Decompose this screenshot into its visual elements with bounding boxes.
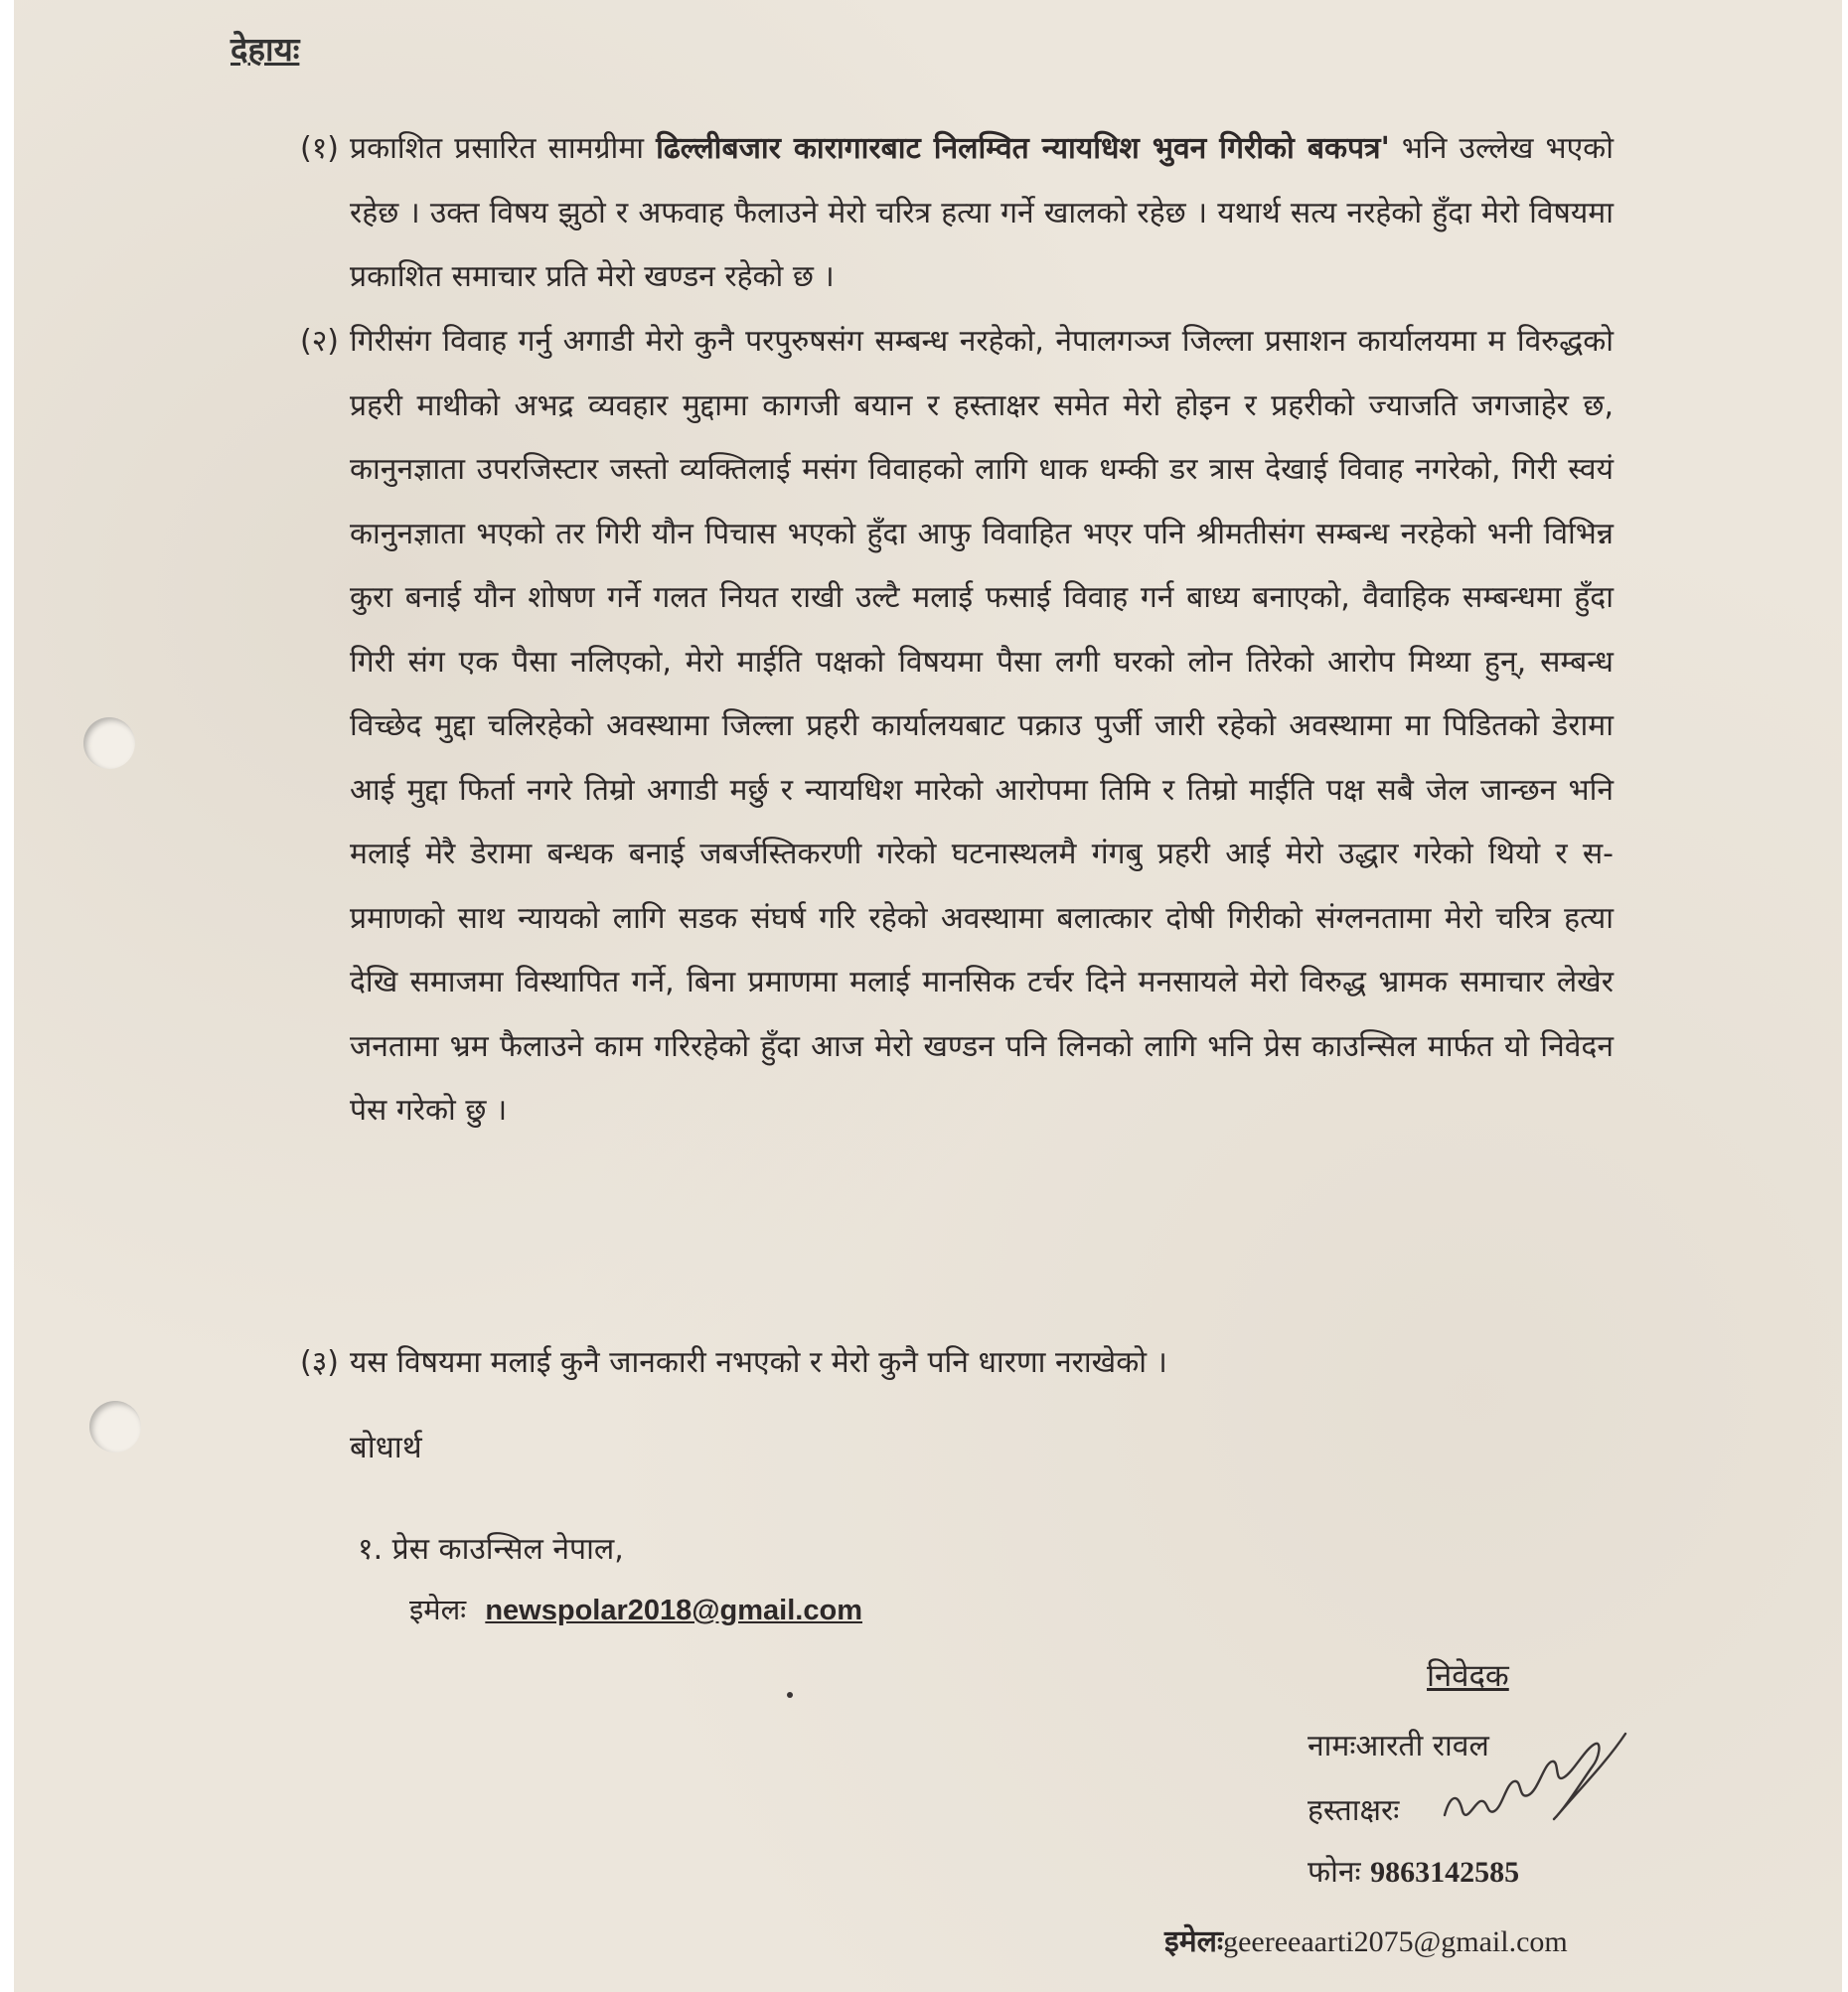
applicant-phone <box>1308 1850 1519 1891</box>
copy-recipient: १. प्रेस काउन्सिल नेपाल, <box>358 1532 624 1567</box>
applicant-email <box>1164 1919 1568 1960</box>
point-number-1 <box>300 117 339 182</box>
copy-email-label: इमेलः <box>409 1593 467 1626</box>
applicant-email-link[interactable]: geereeaarti2075@gmail.com <box>1223 1925 1568 1958</box>
section-heading: देहायः <box>231 30 300 69</box>
bodhartha-label: बोधार्थ <box>350 1430 422 1465</box>
copy-email-link[interactable]: newspolar2018@gmail.com <box>485 1595 862 1626</box>
applicant-title: निवेदक <box>1427 1658 1509 1694</box>
point-1-lead: प्रकाशित प्रसारित सामग्रीमा <box>350 131 657 166</box>
point-number-2 <box>300 310 339 375</box>
point-3-text: यस विषयमा मलाई कुनै जानकारी नभएको र मेरो कुनै पनि धारणा नराखेको । <box>350 1345 1167 1380</box>
applicant-signature-label: हस्ताक्षरः <box>1308 1793 1400 1828</box>
signature-image <box>1437 1724 1635 1843</box>
applicant-email-label: इमेलः <box>1164 1924 1224 1959</box>
point-2-text: गिरीसंग विवाह गर्नु अगाडी मेरो कुनै परपुरुषसंग सम्बन्ध नरहेको, नेपालगञ्ज जिल्ला प्रसाशन कार्यालयमा म विरुद्धको प्रहरी माथीको अभद्र व्यवहार मुद्दामा कागजी बयान र हस्ताक्षर समेत मेरो होइन र प्रहरीको ज्याजति जगजाहेर छ, कानुनज्ञाता उपरजिस्टार जस्तो व्यक्तिलाई मसंग विवाहको लागि धाक धम्की डर त्रास देखाई विवाह नगरेको, गिरी स्वयं कानुनज्ञाता भएको तर गिरी यौन पिचास भएको हुँदा आफु विवाहित भएर पनि श्रीमतीसंग सम्बन्ध नरहेको भनी विभिन्न कुरा बनाई यौन शोषण गर्ने गलत नियत राखी उल्टै मलाई फसाई विवाह गर्न बाध्य बनाएको, वैवाहिक सम्बन्धमा हुँदा गिरी संग एक पैसा नलिएको, मेरो माईति पक्षको विषयमा पैसा लगी घरको लोन तिरेको आरोप मिथ्या हुन्, सम्बन्ध विच्छेद मुद्दा चलिरहेको अवस्थामा जिल्ला प्रहरी कार्यालयबाट पक्राउ पुर्जी जारी रहेको अवस्थामा मा पिडितको डेरामा आई मुद्दा फिर्ता नगरे तिम्रो अगाडी मर्छु र न्यायधिश मारेको आरोपमा तिमि र तिम्रो माईति पक्ष सबै जेल जान्छन भनि मलाई मेरै डेरामा बन्धक बनाई जबर्जस्तिकरणी गरेको घटनास्थलमै गंगबु प्रहरी आई मेरो उद्धार गरेको थियो र स-प्रमाणको साथ न्यायको लागि सडक संघर्ष गरि रहेको अवस्थामा बलात्कार दोषी गिरीको संग्लनतामा मेरो चरित्र हत्या देखि समाजमा विस्थापित गर्ने, बिना प्रमाणमा मलाई मानसिक टर्चर दिने मनसायले मेरो विरुद्ध भ्रामक समाचार लेखेर जनतामा भ्रम फैलाउने काम गरिरहेको हुँदा आज मेरो खण्डन पनि लिनको लागि भनि प्रेस काउन्सिल मार्फत यो निवेदन पेस गरेको छु । <box>350 324 1614 1128</box>
point-number-label: (३) <box>300 1345 340 1380</box>
point-number-label: (२) <box>300 324 340 359</box>
point-1-highlight: ढिल्लीबजार कारागारबाट निलम्वित न्यायधिश भुवन गिरीको बकपत्र' <box>656 131 1390 166</box>
point-number-label: (१) <box>300 131 340 166</box>
applicant-name: नामःआरती रावल <box>1308 1729 1489 1763</box>
point-1-text <box>350 117 1614 310</box>
ink-speck <box>787 1692 793 1698</box>
punch-hole <box>89 1401 141 1453</box>
document-page <box>14 0 1842 1992</box>
point-number-3 <box>300 1331 339 1396</box>
phone-value: 9863142585 <box>1370 1856 1520 1889</box>
phone-label: फोनः <box>1308 1855 1361 1890</box>
point-1-rest: भनि उल्लेख भएको रहेछ । उक्त विषय झुठो र अफवाह फैलाउने मेरो चरित्र हत्या गर्ने खालको रहेछ । यथार्थ सत्य नरहेको हुँदा मेरो विषयमा प्रकाशित समाचार प्रति मेरो खण्डन रहेको छ । <box>350 131 1614 294</box>
punch-hole <box>83 717 135 769</box>
copy-recipient-email <box>409 1590 862 1628</box>
